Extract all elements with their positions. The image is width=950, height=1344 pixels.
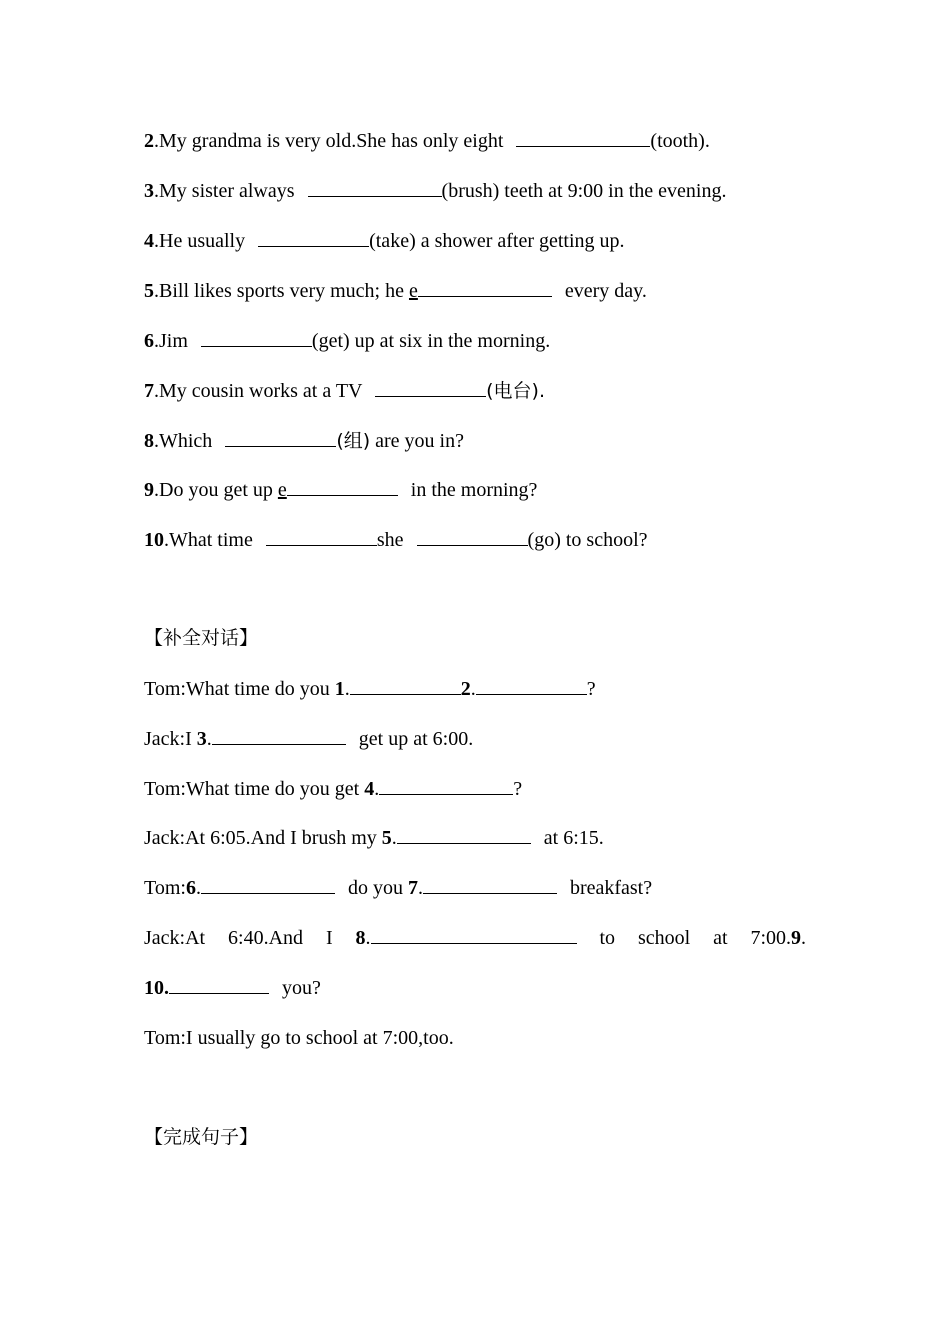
question-2 [144,128,710,154]
blank-number: 6 [185,877,196,899]
question-hint: (take) a shower after getting up. [369,230,625,252]
answer-blank[interactable] [350,676,461,695]
question-8 [144,428,464,454]
dialogue-text: Jack:At 6:05.And I brush my [144,827,382,849]
dialogue-text: get up at 6:00. [358,728,474,750]
question-text: .My sister always [154,180,295,202]
question-7 [144,378,545,404]
dialogue-line-6 [144,925,806,951]
dialogue-word: Jack:At [144,927,206,949]
answer-blank[interactable] [417,527,528,546]
question-text: .Do you get up [154,479,278,501]
question-6 [144,328,550,354]
blank-number: 2 [460,678,471,700]
blank-number: 10 [144,977,164,999]
dialogue-word: school [637,927,691,949]
dialogue-line-4: Jack:At 6:05.And I brush my 5. at 6:15. [144,827,604,849]
dialogue-text: breakfast? [569,877,653,899]
dialogue-text: ? [586,678,596,700]
question-number: 3 [144,180,154,202]
blank-group: 8. [356,925,577,951]
question-text: .What time [164,529,253,551]
question-hint: (brush) teeth at 9:00 in the evening. [441,180,727,202]
dialogue-word-group [750,925,806,951]
question-number: 5 [144,280,154,302]
first-letter-hint: e [277,479,287,501]
dialogue-text: ? [513,778,523,800]
dialogue-text: at 6:15. [543,827,604,849]
answer-blank[interactable] [201,875,335,894]
question-text: .My grandma is very old.She has only eight [154,130,504,152]
dialogue-text: Tom:What time do you [144,678,335,700]
question-3 [144,178,726,204]
answer-blank[interactable] [476,676,587,695]
dialogue-word: to [599,927,616,949]
dialogue-punct: . [801,927,806,949]
question-hint: in the morning? [410,479,538,501]
dialogue-line-2: Jack:I 3. get up at 6:00. [144,728,474,750]
question-hint: (go) to school? [527,529,648,551]
blank-number: 7 [407,877,418,899]
question-text-end: are you in? [370,430,464,452]
dialogue-text: Tom: [144,877,186,899]
section-heading-complete-sentences: 【完成句子】 [144,1126,259,1148]
answer-blank[interactable] [371,925,577,944]
answer-blank[interactable] [258,228,369,247]
section-heading-dialogue: 【补全对话】 [144,627,259,649]
question-number: 8 [144,430,154,452]
answer-blank[interactable] [375,378,486,397]
question-text: .My cousin works at a TV [154,380,363,402]
first-letter-hint: e [408,280,418,302]
question-number: 4 [144,230,154,252]
question-number: 7 [144,380,154,402]
blank-number: 5 [381,827,392,849]
dialogue-line-3: Tom:What time do you get 4. ? [144,778,523,800]
dialogue-line-1: Tom:What time do you 1. 2. ? [144,678,596,700]
answer-blank[interactable] [201,328,312,347]
dialogue-text: do you [347,877,408,899]
question-10 [144,527,648,553]
question-number: 2 [144,130,154,152]
blank-number: 8 [355,927,366,949]
blank-number: 4 [364,778,375,800]
question-hint: (get) up at six in the morning. [311,330,551,352]
question-number: 10 [144,529,164,551]
blank-number: 1 [334,678,345,700]
answer-blank[interactable] [423,875,557,894]
answer-blank[interactable] [308,178,442,197]
blank-number: 3 [196,728,207,750]
question-text: .He usually [154,230,246,252]
answer-blank[interactable] [397,825,531,844]
answer-blank[interactable] [418,278,552,297]
question-text: .Which [154,430,213,452]
answer-blank[interactable] [379,776,513,795]
dialogue-line-8: Tom:I usually go to school at 7:00,too. [144,1027,454,1049]
question-hint: every day. [564,280,647,302]
question-text-mid: she [376,529,404,551]
question-text: .Jim [154,330,188,352]
answer-blank[interactable] [516,128,650,147]
answer-blank[interactable] [225,428,336,447]
dialogue-line-7: 10. you? [144,977,321,999]
dialogue-text: you? [282,977,321,999]
answer-blank[interactable] [287,477,398,496]
question-9 [144,477,537,503]
question-hint: (tooth). [650,130,710,152]
dialogue-word: 6:40.And [228,927,304,949]
answer-blank[interactable] [169,975,269,994]
question-number: 6 [144,330,154,352]
answer-blank[interactable] [212,726,346,745]
dialogue-word: 7:00. [750,927,791,949]
question-hint: (组) [336,430,371,452]
question-number: 9 [144,479,154,501]
blank-number: 9 [791,927,801,949]
dialogue-text: Jack:I [144,728,197,750]
dialogue-word: at [713,927,728,949]
question-5 [144,278,647,304]
answer-blank[interactable] [266,527,377,546]
dialogue-word: I [325,927,333,949]
dialogue-line-5: Tom:6. do you 7. breakfast? [144,877,653,899]
question-4 [144,228,625,254]
question-hint: (电台). [486,380,546,402]
dialogue-text: Tom:What time do you get [144,778,365,800]
question-text: .Bill likes sports very much; he [154,280,409,302]
